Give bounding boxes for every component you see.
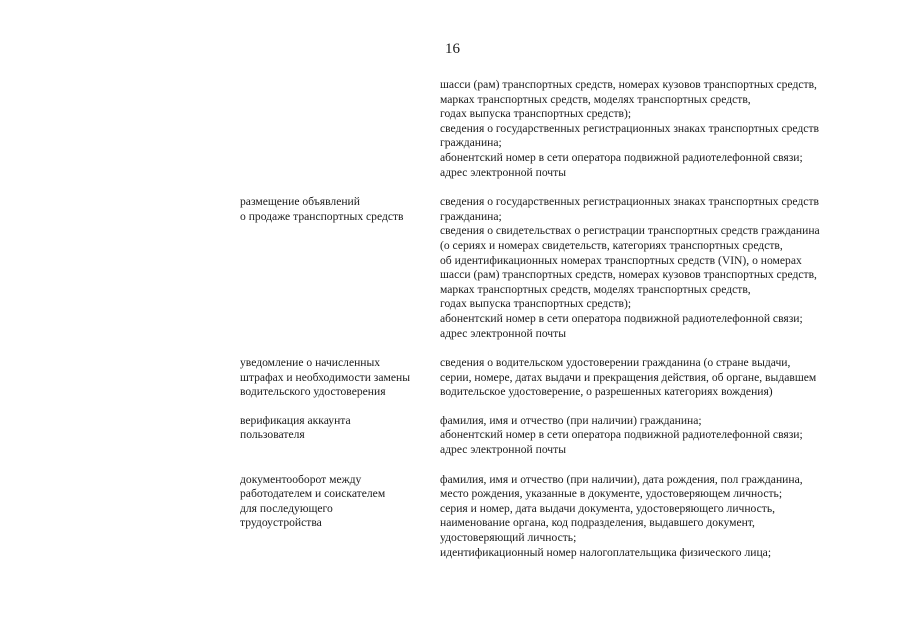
data-cell <box>440 473 880 561</box>
data-line: абонентский номер в сети оператора подвижной радиотелефонной связи; <box>440 150 803 164</box>
table-row <box>0 473 905 561</box>
purpose-cell <box>240 414 435 443</box>
purpose-line: штрафах и необходимости замены <box>240 370 410 384</box>
table-row <box>0 356 905 400</box>
data-line: шасси (рам) транспортных средств, номерах кузовов транспортных средств, <box>440 78 817 91</box>
purpose-line: работодателем и соискателем <box>240 487 386 501</box>
purpose-line: документооборот между <box>240 472 362 486</box>
table-row <box>0 414 905 458</box>
data-line: гражданина; <box>440 136 502 150</box>
data-line: серия и номер, дата выдачи документа, удостоверяющего личность, <box>440 501 776 515</box>
data-cell <box>440 195 880 341</box>
data-line: сведения о государственных регистрационных знаках транспортных средств <box>440 121 819 135</box>
purpose-line: верификация аккаунта <box>240 413 351 427</box>
purpose-cell <box>240 356 435 400</box>
data-line: (о сериях и номерах свидетельств, категориях транспортных средств, <box>440 238 783 252</box>
data-cell <box>440 78 880 180</box>
document-table <box>0 78 905 560</box>
data-line: марках транспортных средств, моделях транспортных средств, <box>440 282 751 296</box>
data-line: сведения о свидетельствах о регистрации транспортных средств гражданина <box>440 224 820 238</box>
purpose-line: размещение объявлений <box>240 195 360 209</box>
purpose-line: уведомление о начисленных <box>240 356 381 370</box>
data-line: абонентский номер в сети оператора подвижной радиотелефонной связи; <box>440 311 803 325</box>
data-line: водительское удостоверение, о разрешенных категориях вождения) <box>440 385 773 399</box>
data-cell <box>440 414 880 458</box>
data-line: удостоверяющий личность; <box>440 531 577 545</box>
data-line: фамилия, имя и отчество (при наличии), дата рождения, пол гражданина, <box>440 472 803 486</box>
table-row <box>0 78 905 180</box>
data-line: наименование органа, код подразделения, выдавшего документ, <box>440 516 755 530</box>
data-line: гражданина; <box>440 209 502 223</box>
data-line: адрес электронной почты <box>440 165 566 179</box>
data-line: об идентификационных номерах транспортных средств (VIN), о номерах <box>440 253 802 267</box>
purpose-cell <box>240 473 435 531</box>
data-line: годах выпуска транспортных средств); <box>440 107 632 121</box>
data-line: сведения о государственных регистрационных знаках транспортных средств <box>440 195 819 209</box>
data-cell <box>440 356 880 400</box>
data-line: адрес электронной почты <box>440 326 566 340</box>
table-row <box>0 195 905 341</box>
data-line: абонентский номер в сети оператора подвижной радиотелефонной связи; <box>440 428 803 442</box>
data-line: место рождения, указанные в документе, удостоверяющем личность; <box>440 487 783 501</box>
purpose-cell <box>240 195 435 224</box>
data-line: идентификационный номер налогоплательщика физического лица; <box>440 545 772 559</box>
data-line: адрес электронной почты <box>440 443 566 457</box>
page-number: 16 <box>445 41 460 57</box>
data-line: марках транспортных средств, моделях транспортных средств, <box>440 92 751 106</box>
data-line: серии, номере, датах выдачи и прекращения действия, об органе, выдавшем <box>440 370 817 384</box>
purpose-line: трудоустройства <box>240 516 322 530</box>
purpose-line: для последующего <box>240 501 333 515</box>
purpose-line: водительского удостоверения <box>240 385 386 399</box>
data-line: фамилия, имя и отчество (при наличии) гражданина; <box>440 413 702 427</box>
data-line: годах выпуска транспортных средств); <box>440 297 632 311</box>
purpose-line: пользователя <box>240 428 305 442</box>
data-line: шасси (рам) транспортных средств, номерах кузовов транспортных средств, <box>440 268 817 282</box>
data-line: сведения о водительском удостоверении гражданина (о стране выдачи, <box>440 356 791 370</box>
purpose-line: о продаже транспортных средств <box>240 209 404 223</box>
